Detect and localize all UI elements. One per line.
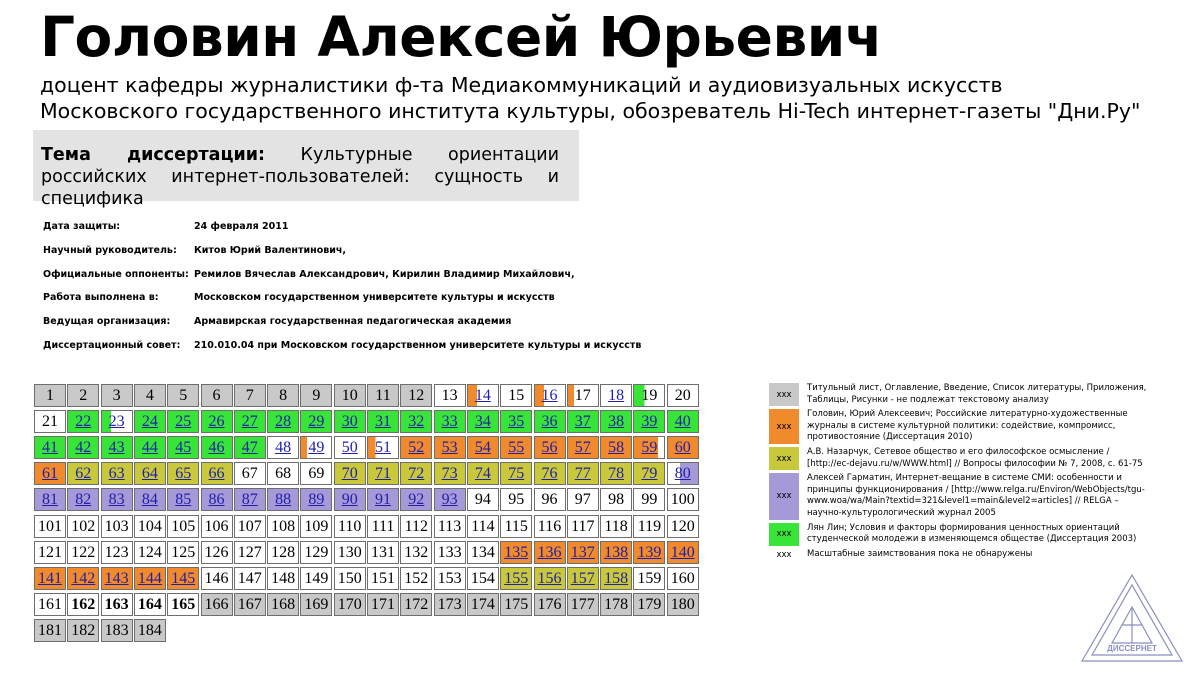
page-cell: 151 — [367, 567, 399, 590]
page-cell: 131 — [367, 541, 399, 564]
page-cell[interactable]: 24 — [134, 410, 166, 433]
page-cell[interactable]: 138 — [600, 541, 632, 564]
page-cell: 17 — [567, 384, 599, 407]
page-cell[interactable]: 81 — [34, 488, 66, 511]
page-cell: 160 — [667, 567, 699, 590]
page-cell: 119 — [633, 515, 665, 538]
page-cell: 96 — [534, 488, 566, 511]
page-cell[interactable]: 156 — [534, 567, 566, 590]
page-cell: 159 — [633, 567, 665, 590]
info-value: Китов Юрий Валентинович, — [194, 244, 347, 256]
legend-item — [769, 549, 1152, 561]
page-cell[interactable]: 145 — [167, 567, 199, 590]
page-cell[interactable]: 47 — [234, 436, 266, 459]
page-cell[interactable]: 77 — [567, 462, 599, 485]
page-cell[interactable]: 88 — [267, 488, 299, 511]
page-cell[interactable]: 53 — [434, 436, 466, 459]
page-title: Головин Алексей Юрьевич — [40, 5, 883, 69]
color-legend — [769, 383, 1152, 563]
page-cell: 103 — [101, 515, 133, 538]
info-value: 210.010.04 при Московском государственном университете культуры и искусств — [194, 339, 642, 351]
page-cell: 122 — [67, 541, 99, 564]
page-cell: 174 — [467, 593, 499, 616]
legend-text: Масштабные заимствования пока не обнаружены — [807, 548, 1033, 559]
page-cell[interactable]: 29 — [300, 410, 332, 433]
page-cell: 134 — [467, 541, 499, 564]
page-cell[interactable]: 158 — [600, 567, 632, 590]
page-cell[interactable]: 139 — [633, 541, 665, 564]
page-cell[interactable]: 135 — [500, 541, 532, 564]
topic-label: Тема диссертации: — [41, 145, 265, 165]
page-cell[interactable]: 25 — [167, 410, 199, 433]
page-cell[interactable]: 141 — [34, 567, 66, 590]
page-cell[interactable]: 58 — [600, 436, 632, 459]
page-cell[interactable]: 76 — [534, 462, 566, 485]
page-cell[interactable]: 23 — [101, 410, 133, 433]
page-cell[interactable]: 51 — [367, 436, 399, 459]
legend-text: Титульный лист, Оглавление, Введение, Список литературы, Приложения, Таблицы, Рисунки - не подлежат текстовому анализу — [807, 383, 1147, 405]
page-cell: 21 — [34, 410, 66, 433]
page-cell[interactable]: 32 — [400, 410, 432, 433]
page-cell[interactable]: 56 — [534, 436, 566, 459]
page-cell: 133 — [434, 541, 466, 564]
page-cell: 132 — [400, 541, 432, 564]
page-cell[interactable]: 60 — [667, 436, 699, 459]
page-cell[interactable]: 140 — [667, 541, 699, 564]
page-cell: 162 — [67, 593, 99, 616]
page-cell: 69 — [300, 462, 332, 485]
subtitle — [40, 72, 1140, 124]
page-cell: 98 — [600, 488, 632, 511]
subtitle-line-1: доцент кафедры журналистики ф-та Медиакоммуникаций и аудиовизуальных искусств — [40, 73, 1003, 97]
page-cell: 15 — [500, 384, 532, 407]
info-label: Работа выполнена в: — [43, 292, 159, 304]
page-cell: 130 — [334, 541, 366, 564]
page-cell[interactable]: 48 — [267, 436, 299, 459]
page-cell[interactable]: 142 — [67, 567, 99, 590]
page-cell: 147 — [234, 567, 266, 590]
page-cell: 173 — [434, 593, 466, 616]
page-cell: 126 — [201, 541, 233, 564]
dissertation-topic-box — [33, 130, 579, 209]
page-cell: 109 — [300, 515, 332, 538]
page-cell: 183 — [101, 619, 133, 642]
page-cell[interactable]: 50 — [334, 436, 366, 459]
info-label: Дата защиты: — [43, 221, 121, 232]
page-cell: 146 — [201, 567, 233, 590]
page-cell[interactable]: 36 — [534, 410, 566, 433]
page-cell[interactable]: 143 — [101, 567, 133, 590]
info-label: Диссертационный совет: — [43, 339, 181, 351]
page-cell: 184 — [134, 619, 166, 642]
page-cell[interactable]: 84 — [134, 488, 166, 511]
page-cell: 115 — [500, 515, 532, 538]
page-cell[interactable]: 45 — [167, 436, 199, 459]
page-cell: 149 — [300, 567, 332, 590]
page-cell: 176 — [534, 593, 566, 616]
page-cell: 152 — [400, 567, 432, 590]
page-cell[interactable]: 41 — [34, 436, 66, 459]
page-cell[interactable]: 61 — [34, 462, 66, 485]
page-cell: 101 — [34, 515, 66, 538]
dissernet-seal-logo — [1078, 571, 1186, 665]
page-cell[interactable]: 42 — [67, 436, 99, 459]
page-cell: 164 — [134, 593, 166, 616]
legend-swatch: ххх — [769, 473, 799, 519]
page-cell: 168 — [267, 593, 299, 616]
page-cell[interactable]: 27 — [234, 410, 266, 433]
page-cell[interactable]: 155 — [500, 567, 532, 590]
page-cell: 2 — [67, 384, 99, 407]
legend-text: Головин, Юрий Алексеевич; Российские литературно-художественные журналы в системе культурной политики: содействие, компромисс, противостояние (Диссертация 2010) — [807, 409, 1128, 443]
page-cell[interactable]: 74 — [467, 462, 499, 485]
page-cell[interactable]: 78 — [600, 462, 632, 485]
page-cell[interactable]: 22 — [67, 410, 99, 433]
page-cell: 170 — [334, 593, 366, 616]
page-cell[interactable]: 55 — [500, 436, 532, 459]
page-cell[interactable]: 79 — [633, 462, 665, 485]
legend-item — [769, 473, 1152, 519]
page-cell: 4 — [134, 384, 166, 407]
page-cell: 175 — [500, 593, 532, 616]
page-cell[interactable]: 43 — [101, 436, 133, 459]
info-label: Научный руководитель: — [43, 244, 177, 256]
page-cell[interactable]: 75 — [500, 462, 532, 485]
topic-text: Культурные ориентации российских интернет-пользователей: сущность и специфика — [41, 145, 560, 209]
page-cell: 165 — [167, 593, 199, 616]
page-cell[interactable]: 91 — [367, 488, 399, 511]
legend-item — [769, 409, 1152, 444]
page-cell[interactable]: 144 — [134, 567, 166, 590]
page-cell: 107 — [234, 515, 266, 538]
page-cell: 68 — [267, 462, 299, 485]
page-cell: 182 — [67, 619, 99, 642]
page-cell[interactable]: 93 — [434, 488, 466, 511]
page-cell: 20 — [667, 384, 699, 407]
page-cell: 114 — [467, 515, 499, 538]
page-cell: 108 — [267, 515, 299, 538]
page-cell: 1 — [34, 384, 66, 407]
page-cell[interactable]: 40 — [667, 410, 699, 433]
info-value: Московском государственном университете культуры и искусств — [194, 292, 555, 304]
page-cell[interactable]: 38 — [600, 410, 632, 433]
page-cell: 125 — [167, 541, 199, 564]
page-cell: 104 — [134, 515, 166, 538]
page-cell: 7 — [234, 384, 266, 407]
page-cell: 97 — [567, 488, 599, 511]
page-cell: 169 — [300, 593, 332, 616]
page-cell[interactable]: 87 — [234, 488, 266, 511]
legend-swatch: ххх — [769, 523, 799, 546]
page-cell: 102 — [67, 515, 99, 538]
page-cell: 118 — [600, 515, 632, 538]
seal-text: ДИССЕРНЕТ — [1107, 644, 1157, 653]
page-cell[interactable]: 28 — [267, 410, 299, 433]
page-cell: 94 — [467, 488, 499, 511]
page-cell[interactable]: 73 — [434, 462, 466, 485]
page-cell: 10 — [334, 384, 366, 407]
page-cell: 121 — [34, 541, 66, 564]
subtitle-line-2: Московского государственного института культуры, обозреватель Hi-Tech интернет-газеты "Дни.Ру" — [40, 99, 1141, 123]
page-cell[interactable]: 16 — [534, 384, 566, 407]
page-cell: 5 — [167, 384, 199, 407]
page-cell: 13 — [434, 384, 466, 407]
page-cell[interactable]: 37 — [567, 410, 599, 433]
page-cell: 113 — [434, 515, 466, 538]
page-cell: 106 — [201, 515, 233, 538]
info-value: 24 февраля 2011 — [194, 221, 289, 232]
page-cell[interactable]: 64 — [134, 462, 166, 485]
info-label: Ведущая организация: — [43, 316, 171, 328]
page-cell: 180 — [667, 593, 699, 616]
page-cell[interactable]: 34 — [467, 410, 499, 433]
legend-item — [769, 447, 1152, 470]
page-cell[interactable]: 57 — [567, 436, 599, 459]
page-cell: 150 — [334, 567, 366, 590]
page-cell[interactable]: 46 — [201, 436, 233, 459]
page-cell: 105 — [167, 515, 199, 538]
page-cell[interactable]: 59 — [633, 436, 665, 459]
page-cell[interactable]: 85 — [167, 488, 199, 511]
legend-text: Лян Лин; Условия и факторы формирования ценностных ориентаций студенческой молодежи в изменяющемся обществе (Диссертация 2003) — [807, 522, 1137, 545]
page-cell: 11 — [367, 384, 399, 407]
page-cell: 153 — [434, 567, 466, 590]
page-cell: 127 — [234, 541, 266, 564]
legend-item — [769, 383, 1152, 406]
page-cell: 19 — [633, 384, 665, 407]
legend-text: А.В. Назарчук, Сетевое общество и его философское осмысление / [http://ec-dejavu.ru/w/WWW.html] // Вопросы философии № 7, 2008, с. 61-75 — [807, 446, 1143, 469]
page-cell[interactable]: 33 — [434, 410, 466, 433]
page-cell[interactable]: 44 — [134, 436, 166, 459]
page-cell: 112 — [400, 515, 432, 538]
page-cell: 6 — [201, 384, 233, 407]
page-cell: 172 — [400, 593, 432, 616]
page-cell[interactable]: 54 — [467, 436, 499, 459]
page-cell: 100 — [667, 488, 699, 511]
page-cell: 117 — [567, 515, 599, 538]
page-cell[interactable]: 39 — [633, 410, 665, 433]
page-cell[interactable]: 137 — [567, 541, 599, 564]
page-cell[interactable]: 49 — [300, 436, 332, 459]
page-cell: 178 — [600, 593, 632, 616]
info-label: Официальные оппоненты: — [43, 268, 189, 280]
page-cell[interactable]: 30 — [334, 410, 366, 433]
page-cell[interactable]: 83 — [101, 488, 133, 511]
legend-text: Алексей Гарматин, Интернет-вещание в системе СМИ: особенности и принципы функционирования / [http://www.relga.ru/Environ/WebObjects/tgu-www.woa/wa/Main?textid=321&level1=main&level2=articles] // RELGA – научно-культурологический журнал 2005 — [807, 473, 1145, 518]
page-cell[interactable]: 65 — [167, 462, 199, 485]
page-cell[interactable]: 92 — [400, 488, 432, 511]
page-cell: 110 — [334, 515, 366, 538]
page-cell[interactable]: 90 — [334, 488, 366, 511]
page-cell: 120 — [667, 515, 699, 538]
page-cell: 179 — [633, 593, 665, 616]
info-value: Армавирская государственная педагогическая академия — [194, 316, 512, 328]
page-cell[interactable]: 86 — [201, 488, 233, 511]
legend-swatch: ххх — [769, 549, 799, 561]
page-cell: 128 — [267, 541, 299, 564]
page-cell: 9 — [300, 384, 332, 407]
page-cell[interactable]: 71 — [367, 462, 399, 485]
page-cell[interactable]: 63 — [101, 462, 133, 485]
page-cell: 166 — [201, 593, 233, 616]
page-cell[interactable]: 18 — [600, 384, 632, 407]
page-cell[interactable]: 26 — [201, 410, 233, 433]
page-cell: 95 — [500, 488, 532, 511]
page-cell[interactable]: 14 — [467, 384, 499, 407]
page-cell[interactable]: 157 — [567, 567, 599, 590]
page-cell: 8 — [267, 384, 299, 407]
page-cell[interactable]: 82 — [67, 488, 99, 511]
page-cell: 99 — [633, 488, 665, 511]
page-cell[interactable]: 66 — [201, 462, 233, 485]
page-cell: 123 — [101, 541, 133, 564]
page-cell[interactable]: 31 — [367, 410, 399, 433]
page-cell: 3 — [101, 384, 133, 407]
page-cell: 111 — [367, 515, 399, 538]
page-cell[interactable]: 70 — [334, 462, 366, 485]
page-cell: 167 — [234, 593, 266, 616]
page-cell: 12 — [400, 384, 432, 407]
page-cell[interactable]: 35 — [500, 410, 532, 433]
page-cell: 161 — [34, 593, 66, 616]
page-cell: 129 — [300, 541, 332, 564]
page-cell: 124 — [134, 541, 166, 564]
page-cell: 148 — [267, 567, 299, 590]
legend-item — [769, 523, 1152, 546]
legend-swatch: ххх — [769, 447, 799, 470]
page-cell: 154 — [467, 567, 499, 590]
page-cell: 163 — [101, 593, 133, 616]
page-cell[interactable]: 89 — [300, 488, 332, 511]
page-cell: 116 — [534, 515, 566, 538]
page-cell[interactable]: 80 — [667, 462, 699, 485]
page-cell: 171 — [367, 593, 399, 616]
page-cell[interactable]: 72 — [400, 462, 432, 485]
legend-swatch: ххх — [769, 383, 799, 406]
page-cell: 67 — [234, 462, 266, 485]
legend-swatch: ххх — [769, 409, 799, 444]
page-cell: 181 — [34, 619, 66, 642]
page-cell: 177 — [567, 593, 599, 616]
info-value: Ремилов Вячеслав Александрович, Кирилин Владимир Михайлович, — [194, 268, 575, 280]
page-cell[interactable]: 136 — [534, 541, 566, 564]
page-cell[interactable]: 52 — [400, 436, 432, 459]
page-cell[interactable]: 62 — [67, 462, 99, 485]
